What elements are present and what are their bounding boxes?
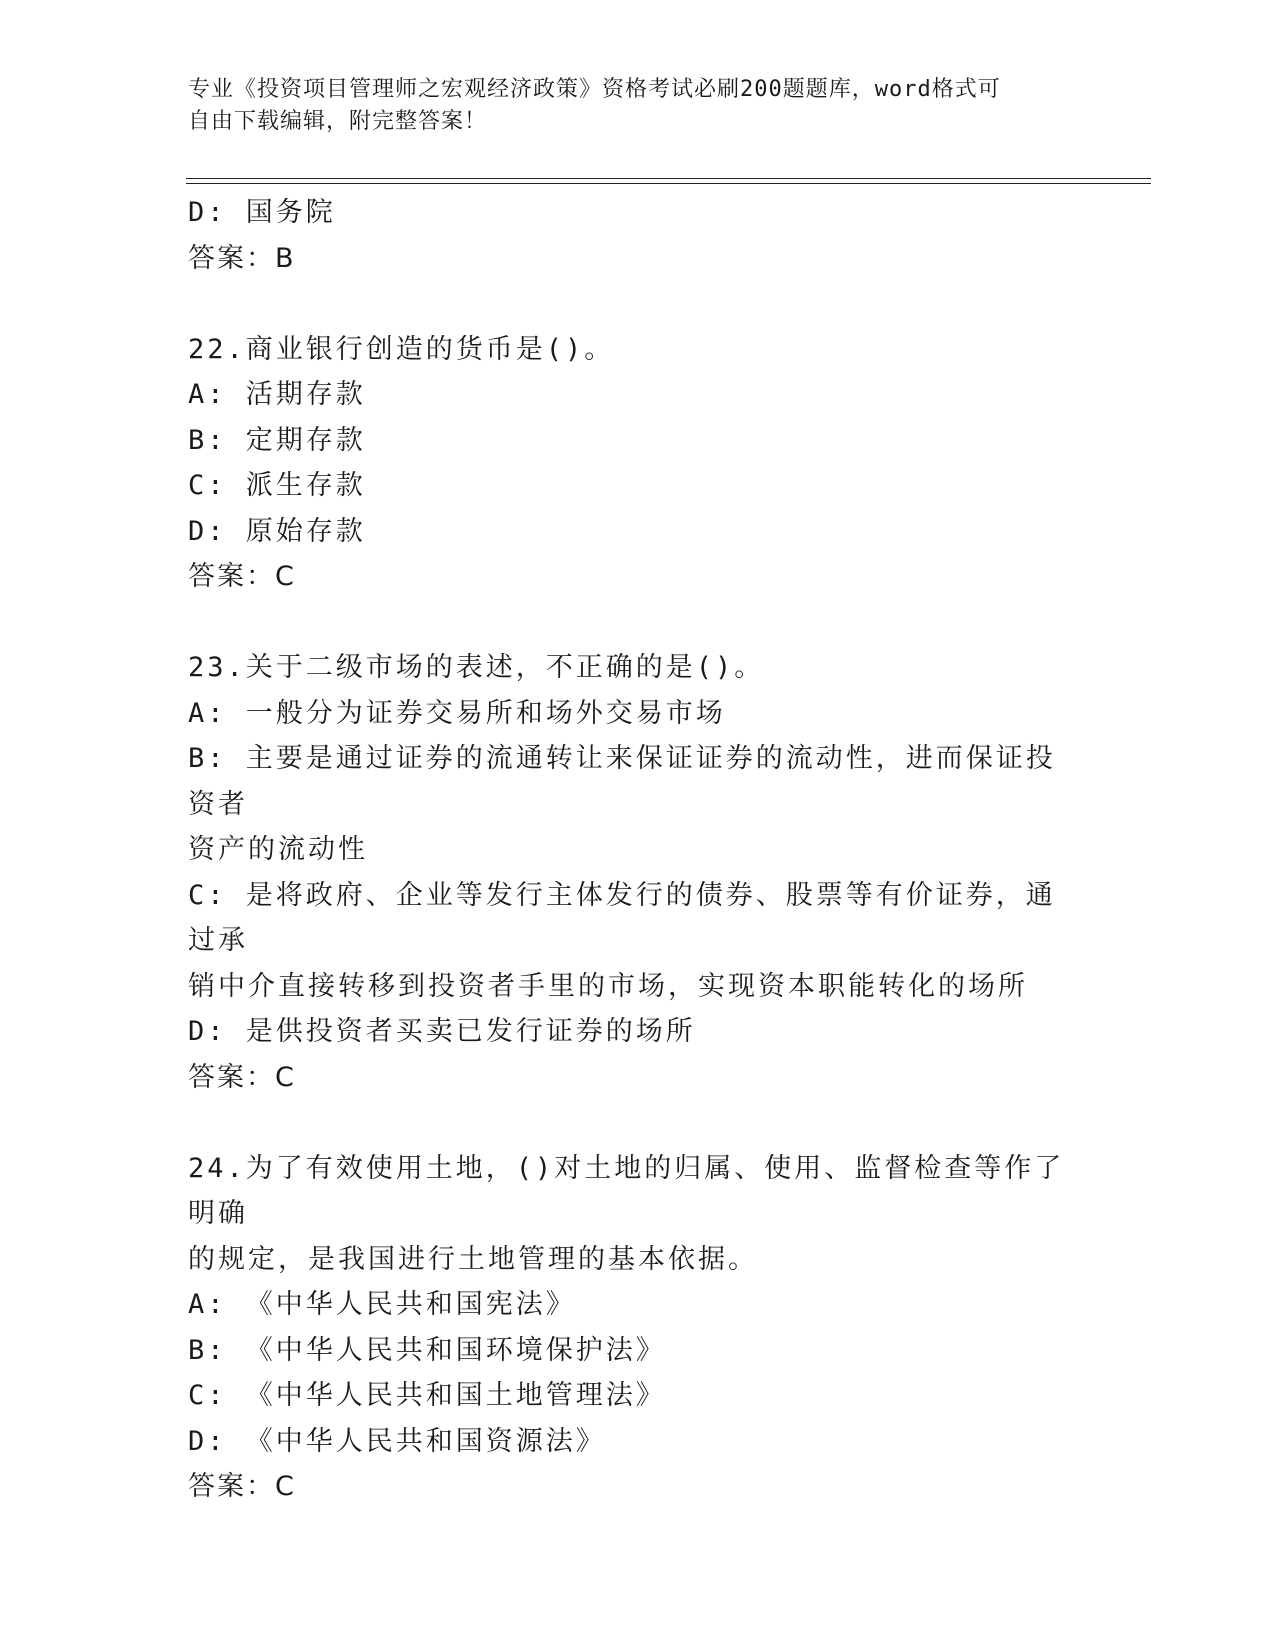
option-b: B: 主要是通过证券的流通转让来保证证券的流动性，进而保证投资者 (188, 743, 1056, 820)
option-a: A: 活期存款 (188, 379, 366, 410)
answer-line: 答案：C (188, 561, 296, 592)
question-stem: 23.关于二级市场的表述，不正确的是()。 (188, 652, 765, 683)
question-spacer (188, 281, 1078, 327)
question-stem: 24.为了有效使用土地，()对土地的归属、使用、监督检查等作了明确 (188, 1152, 1065, 1229)
header-line-2: 自由下载编辑，附完整答案！ (188, 109, 488, 134)
answer-line: 答案：C (188, 1471, 296, 1502)
answer-line: 答案：C (188, 1061, 296, 1093)
question-content (188, 190, 1078, 1510)
option-b: B: 定期存款 (188, 424, 366, 456)
option-c: C: 是将政府、企业等发行主体发行的债券、股票等有价证券，通过承 (188, 879, 1056, 956)
question-stem: 22.商业银行创造的货币是()。 (188, 333, 615, 365)
question-block (188, 1146, 1078, 1510)
header-divider-bottom (186, 183, 1151, 184)
option-d: D: 原始存款 (188, 515, 366, 547)
option-d: D: 是供投资者买卖已发行证券的场所 (188, 1016, 696, 1047)
option-c: C: 《中华人民共和国土地管理法》 (188, 1380, 666, 1411)
question-block (188, 645, 1078, 1100)
option-d: D: 《中华人民共和国资源法》 (188, 1425, 606, 1457)
question-block (188, 327, 1078, 600)
question-spacer (188, 1100, 1078, 1146)
header-divider-top (186, 178, 1151, 179)
carryover-option-d: D: 国务院 (188, 197, 336, 228)
option-b-continued: 资产的流动性 (188, 834, 368, 865)
option-a: A: 《中华人民共和国宪法》 (188, 1289, 576, 1320)
question-stem-continued: 的规定，是我国进行土地管理的基本依据。 (188, 1243, 758, 1275)
question-spacer (188, 600, 1078, 646)
option-c: C: 派生存款 (188, 470, 366, 501)
option-c-continued: 销中介直接转移到投资者手里的市场，实现资本职能转化的场所 (188, 970, 1028, 1002)
option-a: A: 一般分为证券交易所和场外交易市场 (188, 697, 726, 729)
option-b: B: 《中华人民共和国环境保护法》 (188, 1334, 666, 1366)
page-header (188, 74, 1068, 138)
header-line-1: 专业《投资项目管理师之宏观经济政策》资格考试必刷200题题库，word格式可 (188, 77, 1001, 102)
carryover-answer: 答案：B (188, 242, 296, 274)
